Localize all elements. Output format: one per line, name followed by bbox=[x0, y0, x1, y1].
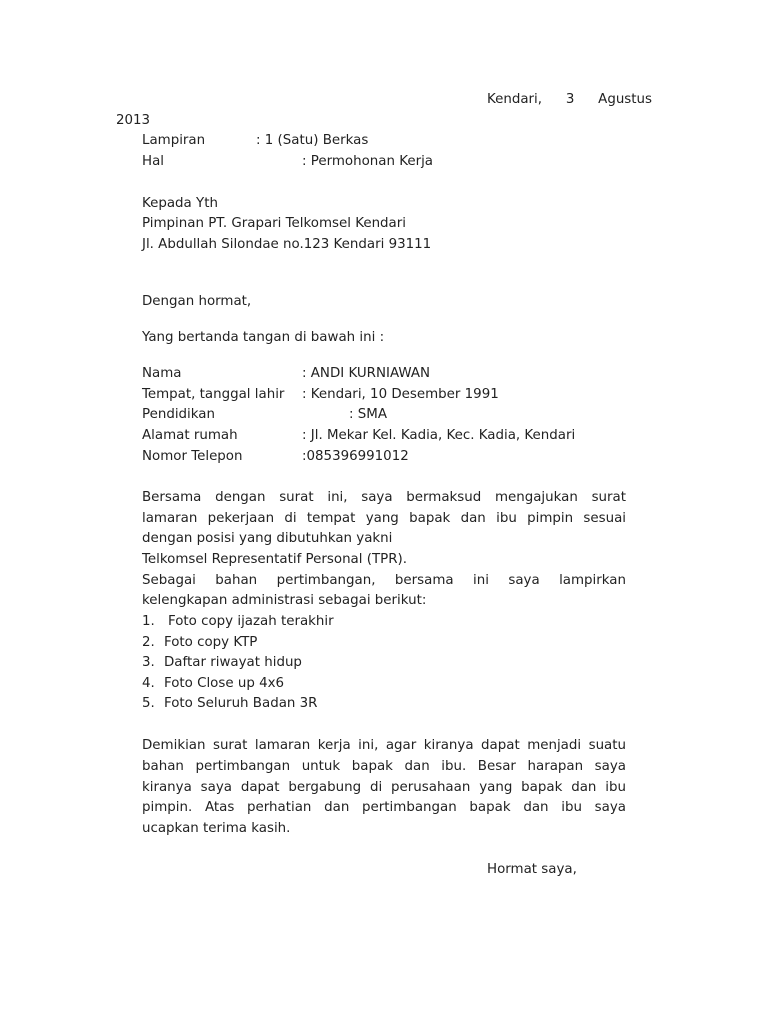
identity-value: : Kendari, 10 Desember 1991 bbox=[302, 387, 499, 402]
identity-label: Tempat, tanggal lahir bbox=[142, 387, 285, 402]
date-year: 2013 bbox=[116, 113, 151, 128]
body-line: lamaran pekerjaan di tempat yang bapak dan ibu pimpin sesuai bbox=[142, 511, 626, 526]
attachment-number: 5. bbox=[142, 696, 155, 711]
attachment-number: 3. bbox=[142, 655, 155, 670]
identity-value: : Jl. Mekar Kel. Kadia, Kec. Kadia, Kendari bbox=[302, 428, 576, 443]
place-date bbox=[487, 92, 652, 108]
attachment-item bbox=[142, 614, 334, 630]
identity-label: Nama bbox=[142, 366, 182, 381]
identity-row bbox=[142, 449, 409, 465]
attachment-text: Foto copy KTP bbox=[164, 635, 258, 650]
recipient-line-3: Jl. Abdullah Silondae no.123 Kendari 93111 bbox=[142, 237, 432, 252]
attachment-text: Daftar riwayat hidup bbox=[164, 655, 302, 670]
attachment-text: Foto Close up 4x6 bbox=[164, 676, 285, 691]
body-line: Bersama dengan surat ini, saya bermaksud mengajukan surat bbox=[142, 490, 626, 505]
identity-label: Alamat rumah bbox=[142, 428, 238, 443]
hal-value: : Permohonan Kerja bbox=[302, 154, 434, 169]
attachment-text: Foto Seluruh Badan 3R bbox=[164, 696, 318, 711]
body-line: Sebagai bahan pertimbangan, bersama ini saya lampirkan bbox=[142, 573, 626, 588]
body-line: dengan posisi yang dibutuhkan yakni bbox=[142, 531, 393, 546]
identity-value: : ANDI KURNIAWAN bbox=[302, 366, 431, 381]
closing-line: kiranya saya dapat bergabung di perusahaan yang bapak dan ibu bbox=[142, 780, 626, 795]
closing-line: pimpin. Atas perhatian dan pertimbangan bapak dan ibu saya bbox=[142, 800, 626, 815]
intro: Yang bertanda tangan di bawah ini : bbox=[142, 330, 385, 345]
attachment-number: 4. bbox=[142, 676, 155, 691]
closing-line: ucapkan terima kasih. bbox=[142, 821, 291, 836]
date-day: 3 bbox=[565, 92, 575, 107]
identity-row bbox=[142, 366, 430, 382]
identity-label: Nomor Telepon bbox=[142, 449, 243, 464]
attachment-number: 1. bbox=[142, 614, 155, 629]
closing-line: Demikian surat lamaran kerja ini, agar kiranya dapat menjadi suatu bbox=[142, 738, 626, 753]
attachment-item bbox=[142, 635, 257, 651]
identity-value: : SMA bbox=[349, 407, 387, 422]
recipient-line-1: Kepada Yth bbox=[142, 196, 218, 211]
body-line: kelengkapan administrasi sebagai berikut: bbox=[142, 593, 427, 608]
lampiran-row bbox=[142, 133, 368, 149]
attachment-item bbox=[142, 655, 302, 671]
attachment-item bbox=[142, 676, 284, 692]
lampiran-value: : 1 (Satu) Berkas bbox=[256, 133, 369, 148]
closing-line: bahan pertimbangan untuk bapak dan ibu. Besar harapan saya bbox=[142, 759, 626, 774]
date-city: Kendari, bbox=[487, 92, 543, 107]
greeting: Dengan hormat, bbox=[142, 294, 252, 309]
identity-value: :085396991012 bbox=[302, 449, 409, 464]
recipient-line-2: Pimpinan PT. Grapari Telkomsel Kendari bbox=[142, 216, 406, 231]
body-line: Telkomsel Representatif Personal (TPR). bbox=[142, 552, 407, 567]
identity-row bbox=[142, 387, 499, 403]
attachment-number: 2. bbox=[142, 635, 155, 650]
identity-row bbox=[142, 407, 387, 423]
attachment-item bbox=[142, 696, 317, 712]
identity-row bbox=[142, 428, 575, 444]
date-month: Agustus bbox=[598, 92, 652, 107]
hal-label: Hal bbox=[142, 154, 164, 169]
attachment-text: Foto copy ijazah terakhir bbox=[168, 614, 334, 629]
identity-label: Pendidikan bbox=[142, 407, 215, 422]
signoff: Hormat saya, bbox=[487, 862, 577, 877]
lampiran-label: Lampiran bbox=[142, 133, 206, 148]
hal-row bbox=[142, 154, 433, 170]
